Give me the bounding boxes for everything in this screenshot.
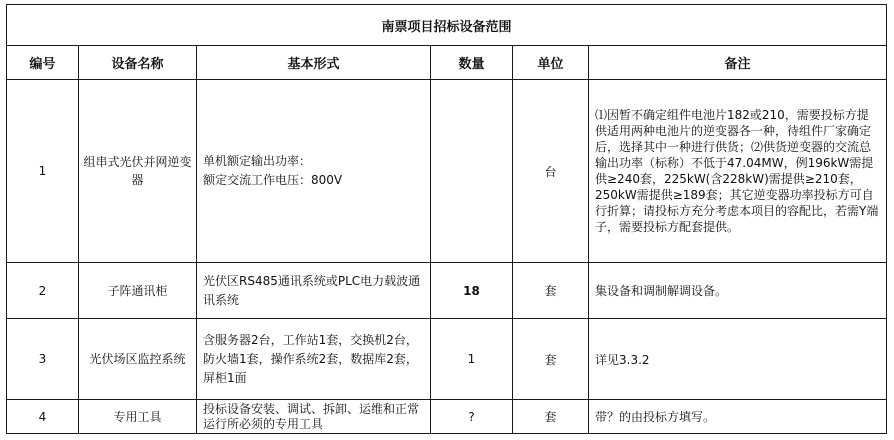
header-qty: 数量 [431, 46, 513, 80]
cell-qty [431, 80, 513, 263]
table-row [7, 80, 887, 263]
cell-unit: 套 [513, 263, 589, 319]
form-line: 单机额定输出功率： [203, 154, 312, 168]
table-title: 南票项目招标设备范围 [7, 5, 887, 46]
cell-no: 2 [7, 263, 79, 319]
header-no: 编号 [7, 46, 79, 80]
cell-unit: 台 [513, 80, 589, 263]
header-unit: 单位 [513, 46, 589, 80]
equipment-scope-table [6, 4, 887, 434]
table-row [7, 400, 887, 434]
cell-remark: 详见3.3.2 [589, 319, 887, 400]
cell-unit: 套 [513, 400, 589, 434]
table-header-row [7, 46, 887, 80]
table-row [7, 319, 887, 400]
header-form: 基本形式 [197, 46, 431, 80]
cell-name: 组串式光伏并网逆变器 [79, 80, 197, 263]
cell-remark: 集设备和调制解调设备。 [589, 263, 887, 319]
equipment-scope-sheet [6, 4, 886, 434]
cell-name: 子阵通讯柜 [79, 263, 197, 319]
cell-no: 4 [7, 400, 79, 434]
cell-remark: 带？的由投标方填写。 [589, 400, 887, 434]
cell-qty: 1 [431, 319, 513, 400]
cell-form: 投标设备安装、调试、拆卸、运维和正常运行所必须的专用工具 [197, 400, 431, 434]
header-name: 设备名称 [79, 46, 197, 80]
cell-name: 专用工具 [79, 400, 197, 434]
cell-no: 1 [7, 80, 79, 263]
table-row [7, 263, 887, 319]
cell-form [197, 80, 431, 263]
cell-qty: 18 [431, 263, 513, 319]
form-line: 额定交流工作电压：800V [203, 173, 343, 187]
cell-remark: ⑴因暂不确定组件电池片182或210，需要投标方提供适用两种电池片的逆变器各一种，待组件厂家确定后，选择其中一种进行供货；⑵供货逆变器的交流总输出功率（标称）不低于47.04MW，例196kW需提供≥240套，225kW(含228kW)需提供≥210套，250kW需提供≥189套；其它逆变器功率投标方可自行折算；请投标方充分考虑本项目的容配比，若需Y端子，需要投标方配套提供。 [589, 80, 887, 263]
cell-unit: 套 [513, 319, 589, 400]
cell-name: 光伏场区监控系统 [79, 319, 197, 400]
cell-form: 含服务器2台，工作站1套，交换机2台，防火墙1套，操作系统2套，数据库2套，屏柜1面 [197, 319, 431, 400]
header-remark: 备注 [589, 46, 887, 80]
cell-form: 光伏区RS485通讯系统或PLC电力载波通讯系统 [197, 263, 431, 319]
cell-no: 3 [7, 319, 79, 400]
cell-qty: ? [431, 400, 513, 434]
